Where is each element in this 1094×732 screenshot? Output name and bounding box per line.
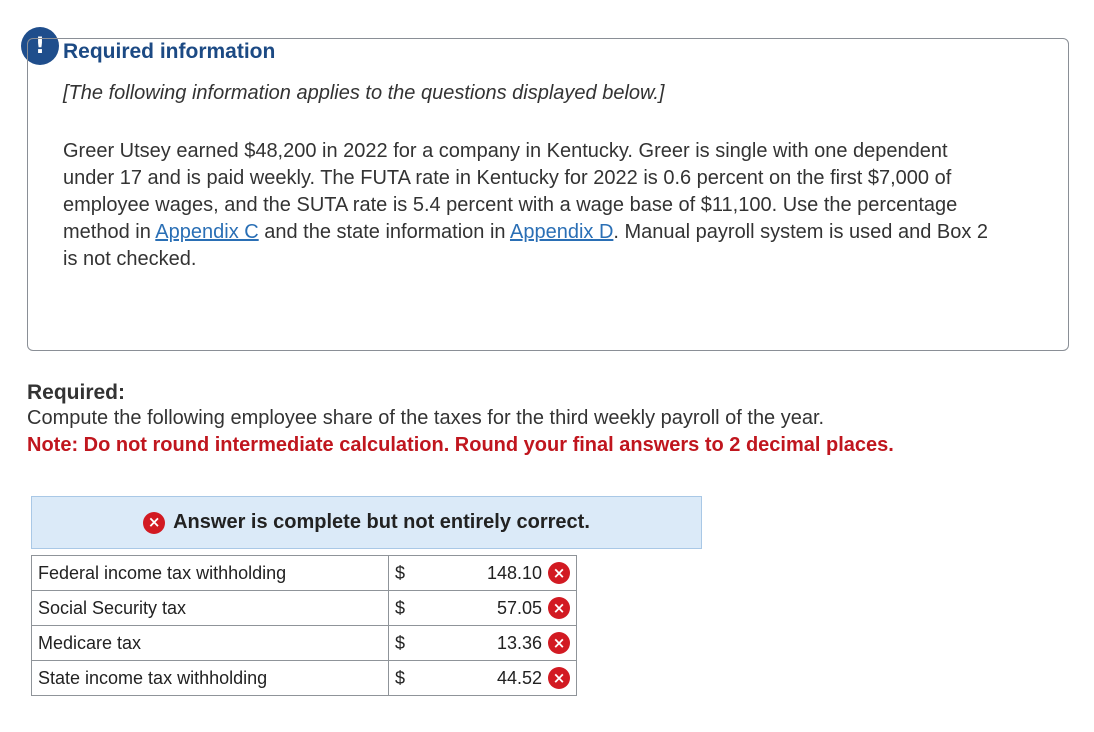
table-row-state-income-tax (32, 661, 577, 696)
incorrect-x-icon: × (548, 632, 570, 654)
answer-status-text: Answer is complete but not entirely correct. (173, 511, 590, 533)
row-label: Social Security tax (32, 591, 389, 626)
answer-input-federal-income-tax[interactable] (411, 556, 577, 591)
answer-input-medicare-tax[interactable] (411, 626, 577, 661)
answer-table (31, 555, 577, 696)
required-instruction: Compute the following employee share of the taxes for the third weekly payroll of the year. (27, 407, 825, 429)
required-heading: Required: (27, 381, 126, 404)
answer-value: 57.05 (496, 597, 542, 618)
currency-symbol: $ (389, 626, 411, 661)
problem-text-part-1: Greer Utsey earned $48,200 in 2022 for a company in Kentucky. Greer is single with one dependent under 17 and is paid weekly. The FUTA rate in Kentucky for 2022 is 0.6 percent on the first $7,000 of employee wages, and the SUTA rate is 5.4 percent with a wage base of $11,100. Use the percentage method in (63, 140, 958, 243)
problem-statement (63, 138, 993, 273)
row-label: Medicare tax (32, 626, 389, 661)
currency-symbol: $ (389, 591, 411, 626)
table-row-social-security-tax (32, 591, 577, 626)
incorrect-x-icon: × (548, 667, 570, 689)
rounding-note: Note: Do not round intermediate calculation. Round your final answers to 2 decimal places. (27, 434, 894, 456)
required-information-title: Required information (63, 40, 276, 63)
answer-input-social-security-tax[interactable] (411, 591, 577, 626)
answer-value: 44.52 (496, 667, 542, 688)
currency-symbol: $ (389, 556, 411, 591)
table-row-medicare-tax (32, 626, 577, 661)
incorrect-x-icon: × (143, 512, 165, 534)
appendix-c-link[interactable]: Appendix C (155, 221, 259, 243)
table-row-federal-income-tax (32, 556, 577, 591)
problem-text-part-2: and the state information in (258, 221, 510, 243)
answer-value: 13.36 (496, 632, 542, 653)
answer-value: 148.10 (486, 562, 542, 583)
required-information-subtitle: [The following information applies to the questions displayed below.] (63, 82, 665, 104)
appendix-d-link[interactable]: Appendix D (509, 221, 614, 243)
exclamation-icon: ! (21, 27, 59, 65)
incorrect-x-icon: × (548, 597, 570, 619)
problem-text-part-3: . Manual payroll system is used and Box 2 is not checked. (63, 221, 989, 270)
currency-symbol: $ (389, 661, 411, 696)
incorrect-x-icon: × (548, 562, 570, 584)
row-label: State income tax withholding (32, 661, 389, 696)
answer-status-banner (31, 496, 702, 549)
answer-input-state-income-tax[interactable] (411, 661, 577, 696)
row-label: Federal income tax withholding (32, 556, 389, 591)
